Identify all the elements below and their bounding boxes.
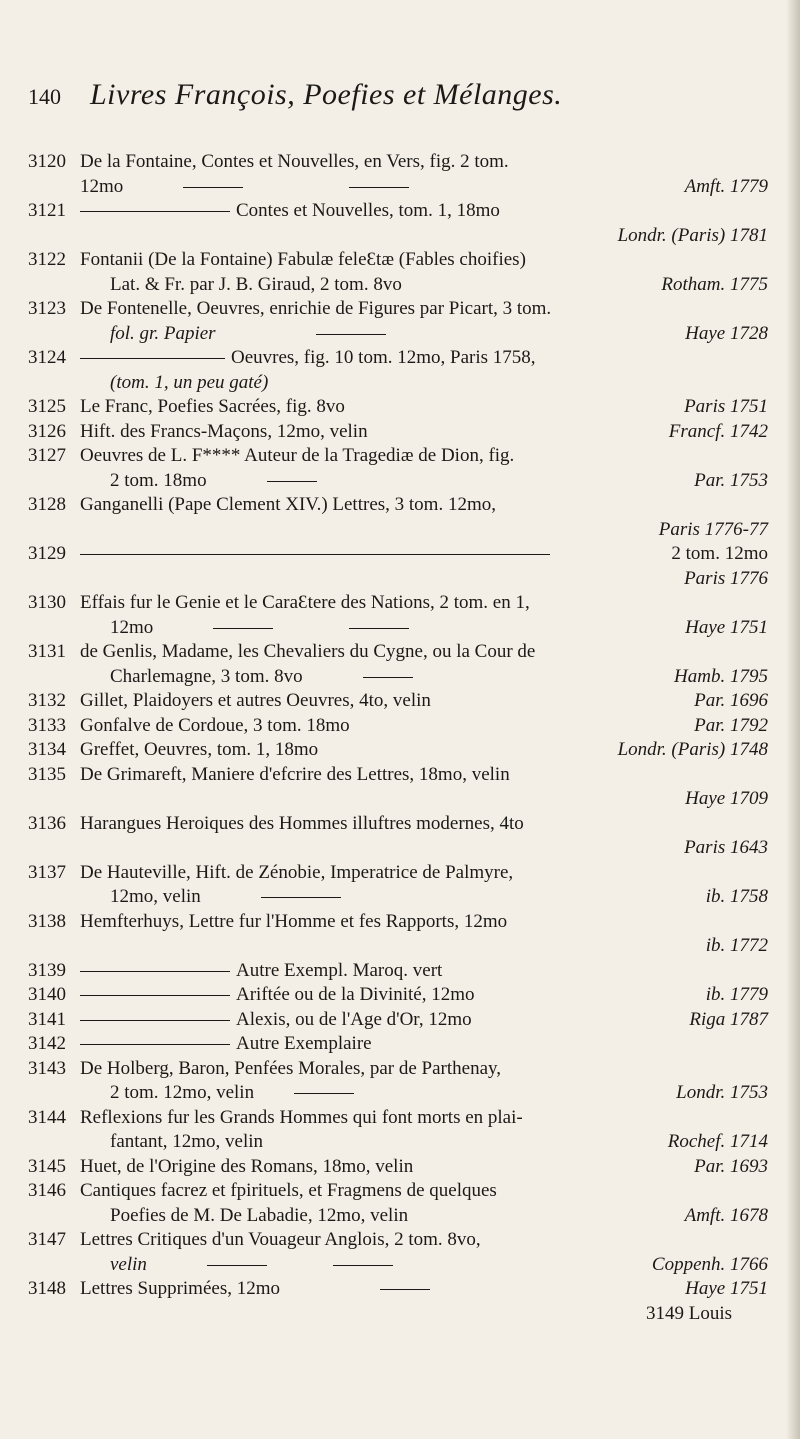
entry-number: 3127 (28, 445, 66, 466)
entry-text: Autre Exempl. Maroq. vert (236, 959, 443, 981)
catchword: 3149 Louis (645, 1302, 732, 1324)
catalogue-entry (28, 959, 768, 984)
catalogue-entry (28, 542, 768, 591)
entry-imprint: Londr. 1753 (676, 1082, 768, 1103)
catchword-line (28, 1302, 768, 1327)
entry-text: Greffet, Oeuvres, tom. 1, 18mo (80, 739, 319, 760)
catalogue-entry (28, 1008, 768, 1033)
rule (261, 897, 341, 898)
entry-number: 3121 (28, 200, 66, 221)
catalogue-entry (28, 1277, 768, 1302)
rule (80, 554, 550, 555)
entry-number: 3140 (28, 984, 66, 1005)
rule (80, 1020, 230, 1021)
catalogue-entry (28, 983, 768, 1008)
entry-number: 3138 (28, 910, 66, 932)
entry-imprint: Paris 1751 (684, 396, 768, 417)
entry-imprint: Rochef. 1714 (667, 1131, 768, 1152)
entry-text: De Fontenelle, Oeuvres, enrichie de Figures par Picart, 3 tom. (80, 298, 552, 319)
rule (349, 628, 409, 629)
entry-number: 3136 (28, 812, 66, 834)
entry-text: Ganganelli (Pape Clement XIV.) Lettres, 3 tom. 12mo, (80, 494, 496, 515)
entry-text: De Holberg, Baron, Penfées Morales, par de Parthenay, (80, 1057, 502, 1079)
catalogue-entry (28, 910, 768, 959)
entry-imprint: Par. 1792 (694, 714, 768, 736)
catalogue-entry (28, 395, 768, 420)
entry-imprint: Amft. 1678 (684, 1204, 768, 1226)
entry-number: 3126 (28, 420, 66, 442)
entry-imprint: Par. 1696 (694, 690, 768, 711)
entry-number: 3120 (28, 151, 66, 172)
catalogue-entry (28, 738, 768, 763)
entry-number: 3125 (28, 396, 66, 417)
rule (267, 481, 317, 482)
catalogue-entry (28, 1179, 768, 1228)
page-edge-shadow (786, 0, 800, 1439)
entry-imprint: Haye 1751 (685, 1278, 768, 1299)
entry-imprint: Hamb. 1795 (674, 665, 768, 687)
entry-imprint: Paris 1643 (684, 837, 768, 858)
rule (380, 1289, 430, 1290)
entry-text: 12mo (80, 175, 124, 197)
entry-number: 3123 (28, 298, 66, 319)
catalogue-entry (28, 297, 768, 346)
entry-imprint: Par. 1753 (694, 469, 768, 491)
entry-text: Gonfalve de Cordoue, 3 tom. 18mo (80, 714, 350, 736)
catalogue-entry (28, 714, 768, 739)
entry-imprint: Paris 1776-77 (658, 518, 768, 540)
entry-imprint: Haye 1709 (685, 788, 768, 809)
entry-number: 3148 (28, 1278, 66, 1299)
page-number: 140 (28, 84, 61, 109)
entry-text: Oeuvres de L. F**** Auteur de la Tragediæ de Dion, fig. (80, 445, 515, 466)
entry-imprint: ib. 1758 (705, 886, 768, 907)
entry-imprint: Amft. 1779 (684, 175, 768, 197)
catalogue-entry (28, 444, 768, 493)
catalogue-entries (28, 150, 768, 1326)
entry-text: Lettres Critiques d'un Vouageur Anglois, 2 tom. 8vo, (80, 1229, 481, 1250)
catalogue-entry (28, 346, 768, 395)
entry-text: Huet, de l'Origine des Romans, 18mo, velin (80, 1155, 414, 1177)
entry-text: Gillet, Plaidoyers et autres Oeuvres, 4to, velin (80, 690, 431, 711)
entry-text: Fontanii (De la Fontaine) Fabulæ feleƐtæ (Fables choifies) (80, 249, 526, 270)
entry-text: De la Fontaine, Contes et Nouvelles, en Vers, fig. 2 tom. (80, 151, 509, 172)
entry-number: 3145 (28, 1155, 66, 1177)
entry-text: Hift. des Francs-Maçons, 12mo, velin (80, 420, 368, 442)
entry-text: Hemfterhuys, Lettre fur l'Homme et fes Rapports, 12mo (80, 910, 508, 932)
entry-text: 2 tom. 12mo (671, 543, 768, 564)
catalogue-entry (28, 420, 768, 445)
entry-text: Charlemagne, 3 tom. 8vo (110, 665, 303, 687)
entry-number: 3146 (28, 1180, 66, 1201)
entry-number: 3134 (28, 739, 66, 760)
entry-imprint: Haye 1728 (685, 322, 768, 344)
rule (207, 1265, 267, 1266)
catalogue-entry (28, 1057, 768, 1106)
entry-text: De Grimareft, Maniere d'efcrire des Lettres, 18mo, velin (80, 763, 510, 785)
entry-imprint: Francf. 1742 (668, 420, 768, 442)
rule (349, 187, 409, 188)
entry-text: de Genlis, Madame, les Chevaliers du Cygne, ou la Cour de (80, 641, 536, 662)
entry-number: 3139 (28, 959, 66, 981)
entry-text: 2 tom. 12mo, velin (110, 1082, 255, 1103)
rule (294, 1093, 354, 1094)
catalogue-entry (28, 1155, 768, 1180)
entry-number: 3137 (28, 861, 66, 883)
entry-imprint: Rotham. 1775 (661, 273, 768, 295)
entry-imprint: Londr. (Paris) 1748 (617, 739, 768, 760)
catalogue-entry (28, 493, 768, 542)
catalogue-entry (28, 591, 768, 640)
rule (80, 358, 225, 359)
entry-imprint: Paris 1776 (684, 567, 768, 589)
catalogue-entry (28, 861, 768, 910)
entry-number: 3128 (28, 494, 66, 515)
entry-text: Autre Exemplaire (236, 1033, 372, 1054)
entry-number: 3144 (28, 1106, 66, 1128)
entry-number: 3143 (28, 1057, 66, 1079)
entry-text: Harangues Heroiques des Hommes illuftres modernes, 4to (80, 812, 524, 834)
entry-text: Lat. & Fr. par J. B. Giraud, 2 tom. 8vo (110, 273, 402, 295)
rule (363, 677, 413, 678)
rule (80, 211, 230, 212)
rule (316, 334, 386, 335)
entry-text: 12mo (110, 616, 154, 638)
entry-text: 2 tom. 18mo (110, 469, 207, 491)
entry-text: Effais fur le Genie et le CaraƐtere des Nations, 2 tom. en 1, (80, 592, 530, 613)
entry-imprint: ib. 1772 (705, 935, 768, 956)
running-title: Livres François, Poefies et Mélanges. (90, 78, 563, 111)
entry-number: 3135 (28, 763, 66, 785)
catalogue-entry (28, 248, 768, 297)
entry-text: Lettres Supprimées, 12mo (80, 1278, 280, 1299)
catalogue-entry (28, 763, 768, 812)
entry-number: 3124 (28, 347, 66, 368)
catalogue-entry (28, 199, 768, 248)
entry-imprint: Coppenh. 1766 (651, 1253, 768, 1275)
entry-number: 3142 (28, 1033, 66, 1054)
catalogue-entry (28, 1106, 768, 1155)
catalogue-entry (28, 812, 768, 861)
entry-text: fantant, 12mo, velin (110, 1131, 264, 1152)
entry-text: Ariftée ou de la Divinité, 12mo (236, 984, 475, 1005)
entry-text: Contes et Nouvelles, tom. 1, 18mo (236, 200, 500, 221)
entry-text: 12mo, velin (110, 886, 201, 907)
entry-text: Reflexions fur les Grands Hommes qui font morts en plai- (80, 1106, 523, 1128)
entry-number: 3122 (28, 249, 66, 270)
entry-imprint: Londr. (Paris) 1781 (617, 224, 768, 246)
rule (80, 1044, 230, 1045)
entry-number: 3129 (28, 543, 66, 564)
entry-number: 3147 (28, 1229, 66, 1250)
entry-number: 3131 (28, 641, 66, 662)
page-header (28, 78, 760, 118)
entry-text: velin (110, 1253, 147, 1275)
entry-imprint: Haye 1751 (685, 616, 768, 638)
entry-text: (tom. 1, un peu gaté) (110, 371, 269, 393)
entry-number: 3132 (28, 690, 66, 711)
catalogue-entry (28, 640, 768, 689)
entry-imprint: ib. 1779 (705, 984, 768, 1005)
catalogue-entry (28, 689, 768, 714)
entry-imprint: Par. 1693 (694, 1155, 768, 1177)
entry-text: Poefies de M. De Labadie, 12mo, velin (110, 1204, 409, 1226)
rule (333, 1265, 393, 1266)
entry-text: fol. gr. Papier (110, 322, 216, 344)
entry-text: De Hauteville, Hift. de Zénobie, Imperatrice de Palmyre, (80, 861, 514, 883)
entry-number: 3130 (28, 592, 66, 613)
entry-imprint: Riga 1787 (689, 1008, 768, 1030)
rule (213, 628, 273, 629)
rule (80, 995, 230, 996)
entry-text: Alexis, ou de l'Age d'Or, 12mo (236, 1008, 472, 1030)
catalogue-entry (28, 1032, 768, 1057)
entry-text: Cantiques facrez et fpirituels, et Fragmens de quelques (80, 1180, 497, 1201)
rule (80, 971, 230, 972)
entry-text: Oeuvres, fig. 10 tom. 12mo, Paris 1758, (231, 347, 536, 368)
entry-number: 3141 (28, 1008, 66, 1030)
rule (183, 187, 243, 188)
entry-number: 3133 (28, 714, 66, 736)
catalogue-entry (28, 150, 768, 199)
entry-text: Le Franc, Poefies Sacrées, fig. 8vo (80, 396, 345, 417)
catalogue-entry (28, 1228, 768, 1277)
